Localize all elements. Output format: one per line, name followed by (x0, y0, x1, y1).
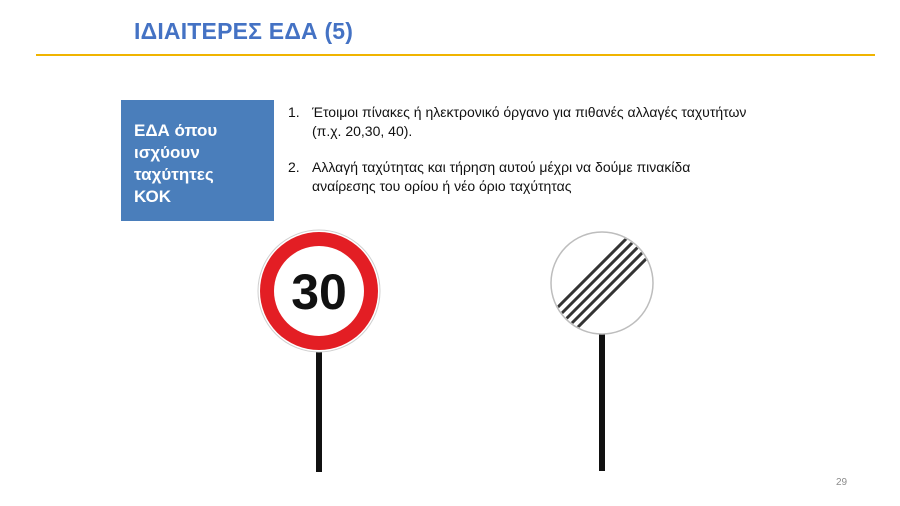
title-divider (36, 54, 875, 56)
category-box-text (134, 120, 274, 208)
end-of-limit-sign-icon (549, 231, 657, 473)
category-box (121, 100, 274, 221)
list-item-text: Αλλαγή ταχύτητας και τήρηση αυτού μέχρι να δούμε πινακίδα (312, 159, 691, 175)
category-line: ταχύτητες (134, 165, 214, 184)
list-item-text: Έτοιμοι πίνακες ή ηλεκτρονικό όργανο για πιθανές αλλαγές ταχυτήτων (312, 104, 747, 120)
list-item-number: 2. (288, 159, 300, 175)
list-item-text: (π.χ. 20,30, 40). (312, 123, 413, 139)
speed-limit-value: 30 (291, 264, 347, 320)
list-item-number: 1. (288, 104, 300, 120)
category-line: ισχύουν (134, 143, 200, 162)
category-line: ΚΟΚ (134, 187, 171, 206)
sign-pole (316, 346, 322, 472)
sign-pole (599, 331, 605, 471)
speed-limit-sign-icon (257, 228, 383, 474)
list-item-text: αναίρεσης του ορίου ή νέο όριο ταχύτητας (312, 178, 572, 194)
instructions-list (288, 103, 808, 213)
category-line: ΕΔΑ όπου (134, 121, 218, 140)
page-number: 29 (836, 477, 848, 488)
list-item (288, 158, 808, 196)
list-item (288, 103, 808, 141)
slide-title: ΙΔΙΑΙΤΕΡΕΣ ΕΔΑ (5) (134, 18, 354, 44)
